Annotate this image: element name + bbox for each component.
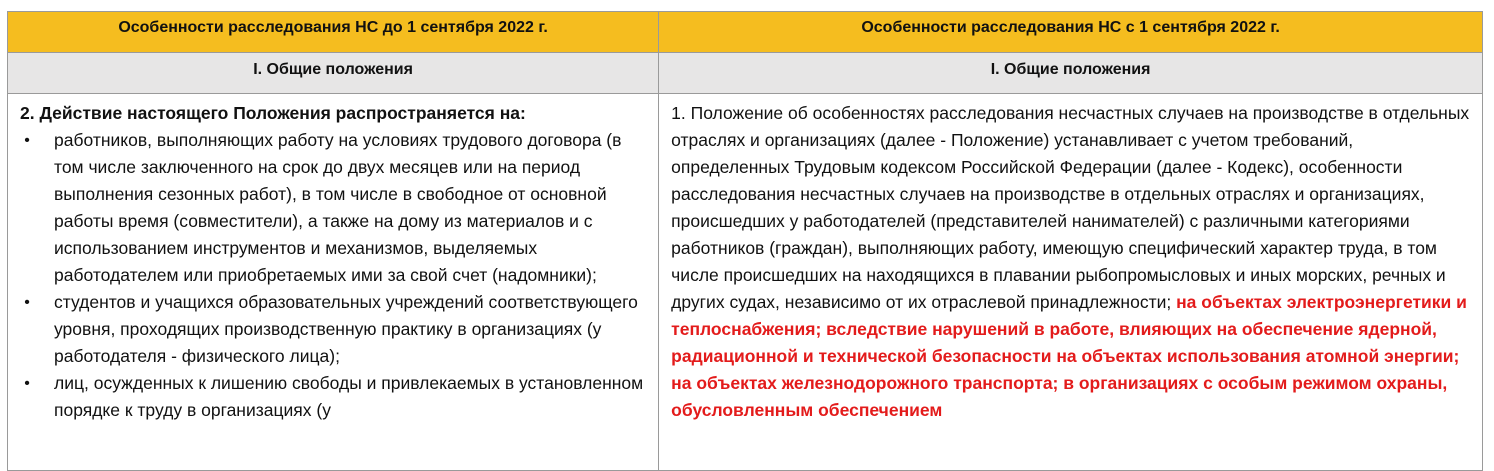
- right-normal-text: 1. Положение об особенностях расследования несчастных случаев на производстве в отдельных отраслях и организациях (далее - Положение) устанавливает с учетом требований, определенных Трудовым кодексом Российской Федерации (далее - Кодекс), особенности расследования несчастных случаев на производстве в отдельных отраслях и организациях, происшедших у работодателей (представителей нанимателей) с различными категориями работников (граждан), выполняющих работу, имеющую специфический характер труда, в том числе происшедших на находящихся в плавании рыбопромысловых и иных морских, речных и других судах, независимо от их отраслевой принадлежности;: [671, 103, 1470, 312]
- section-left: [8, 53, 659, 94]
- header-left: [8, 12, 659, 53]
- list-item-text: студентов и учащихся образовательных учреждений соответствующего уровня, проходящих производственную практику в организациях (у работодателя - физического лица);: [54, 292, 638, 366]
- list-item: [20, 370, 648, 424]
- right-highlight-text: на объектах электроэнергетики и теплоснабжения; вследствие нарушений в работе, влияющих на обеспечение ядерной, радиационной и технической безопасности на объектах использования атомной энергии; на объектах железнодорожного транспорта; в организациях с особым режимом охраны, обусловленным обеспечением: [671, 292, 1467, 420]
- right-content-cell: [659, 94, 1483, 471]
- header-row: [8, 12, 1483, 53]
- section-right-text: I. Общие положения: [990, 61, 1151, 78]
- bullet-icon: •: [24, 294, 30, 311]
- left-bullet-list: [20, 127, 648, 424]
- bullet-icon: •: [24, 375, 30, 392]
- left-lead-text: 2. Действие настоящего Положения распространяется на:: [20, 103, 526, 123]
- section-row: [8, 53, 1483, 94]
- section-right: [659, 53, 1483, 94]
- header-right: [659, 12, 1483, 53]
- comparison-table: [7, 11, 1483, 471]
- left-content-cell: [8, 94, 659, 471]
- section-left-text: I. Общие положения: [253, 61, 413, 78]
- bullet-icon: •: [24, 132, 30, 149]
- list-item: [20, 289, 648, 370]
- list-item-text: работников, выполняющих работу на условиях трудового договора (в том числе заключенного на срок до двух месяцев или на период выполнения сезонных работ), в том числе в свободное от основной работы время (совместители), а также на дому из материалов и с использованием инструментов и механизмов, выделяемых работодателем или приобретаемых ими за свой счет (надомники);: [54, 130, 622, 285]
- header-left-text: Особенности расследования НС до 1 сентября 2022 г.: [118, 19, 548, 36]
- list-item-text: лиц, осужденных к лишению свободы и привлекаемых в установленном порядке к труду в организациях (у: [54, 373, 644, 420]
- content-row: [8, 94, 1483, 471]
- header-right-text: Особенности расследования НС с 1 сентября 2022 г.: [861, 19, 1280, 36]
- list-item: [20, 127, 648, 289]
